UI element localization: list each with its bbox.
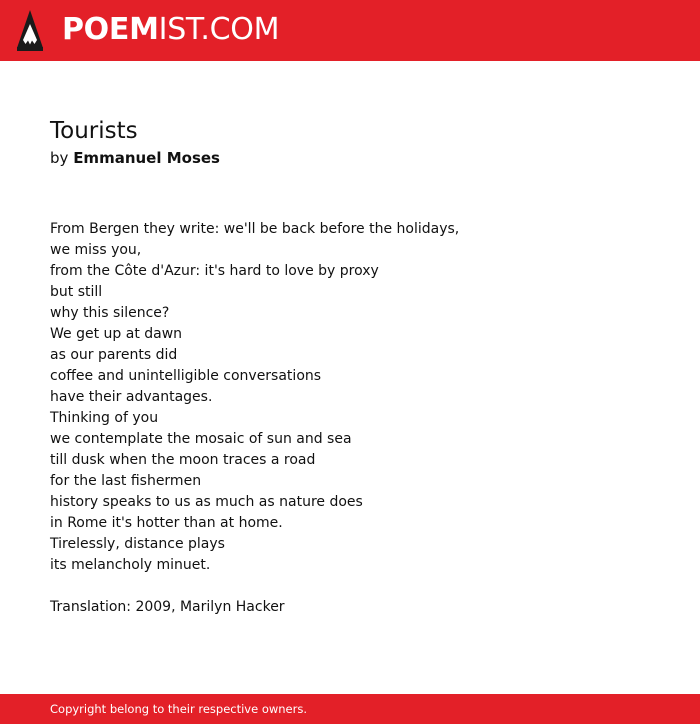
poem-line: its melancholy minuet. bbox=[50, 557, 211, 573]
poem-title: Tourists bbox=[50, 118, 138, 144]
poem-line: but still bbox=[50, 284, 103, 300]
poem-byline bbox=[50, 147, 650, 169]
poem-line: have their advantages. bbox=[50, 389, 213, 405]
poem-line: coffee and unintelligible conversations bbox=[50, 368, 322, 384]
poem-line: for the last fishermen bbox=[50, 473, 202, 489]
poem-line: Tirelessly, distance plays bbox=[50, 536, 225, 552]
site-header bbox=[0, 0, 700, 61]
poem-line: why this silence? bbox=[50, 305, 170, 321]
poem-line: we contemplate the mosaic of sun and sea bbox=[50, 431, 352, 447]
logo-text-light: IST.COM bbox=[158, 12, 280, 47]
poem-line: From Bergen they write: we'll be back before the holidays, bbox=[50, 221, 460, 237]
translation-credit: Translation: 2009, Marilyn Hacker bbox=[50, 599, 285, 615]
logo-text-bold: POEM bbox=[62, 12, 159, 47]
poem-line: from the Côte d'Azur: it's hard to love by proxy bbox=[50, 263, 379, 279]
poem-body bbox=[50, 219, 650, 576]
poem-line: we miss you, bbox=[50, 242, 142, 258]
by-label: by bbox=[50, 149, 69, 167]
poem-line: We get up at dawn bbox=[50, 326, 183, 342]
poem-line: as our parents did bbox=[50, 347, 178, 363]
poem-line: history speaks to us as much as nature does bbox=[50, 494, 363, 510]
copyright-notice: Copyright belong to their respective owners. bbox=[50, 702, 308, 716]
poem-author: Emmanuel Moses bbox=[73, 149, 220, 167]
poem-content bbox=[50, 116, 650, 618]
poem-line: in Rome it's hotter than at home. bbox=[50, 515, 283, 531]
poem-line: till dusk when the moon traces a road bbox=[50, 452, 316, 468]
poem-line: Thinking of you bbox=[50, 410, 159, 426]
site-logo[interactable] bbox=[62, 12, 279, 48]
pencil-icon[interactable] bbox=[17, 10, 43, 51]
site-footer bbox=[0, 694, 700, 724]
